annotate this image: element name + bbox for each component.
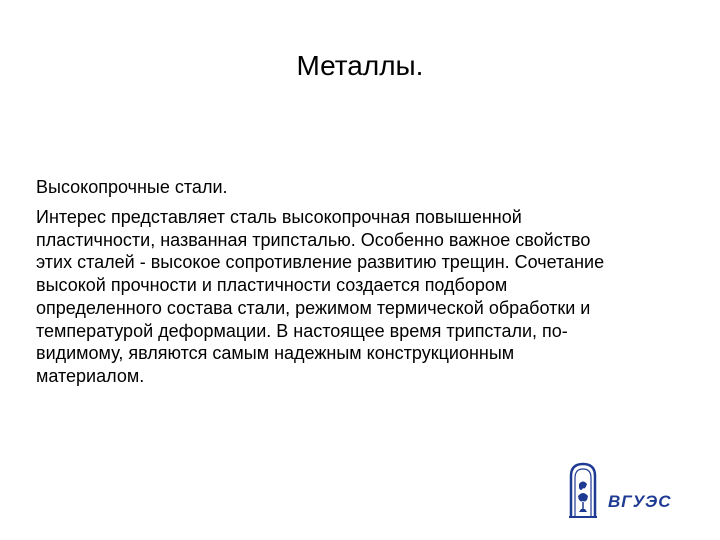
body-line: температурой деформации. В настоящее время трипстали, по- bbox=[36, 320, 568, 341]
body-line: высокой прочности и пластичности создается подбором bbox=[36, 275, 508, 296]
slide-body bbox=[36, 206, 686, 388]
body-line: пластичности, названная трипсталью. Особенно важное свойство bbox=[36, 229, 591, 250]
university-emblem-icon bbox=[568, 462, 598, 518]
body-line: определенного состава стали, режимом термической обработки и bbox=[36, 297, 591, 318]
university-logo bbox=[564, 462, 674, 520]
slide-title: Металлы. bbox=[296, 50, 424, 81]
body-line: Интерес представляет сталь высокопрочная повышенной bbox=[36, 207, 522, 227]
body-line: видимому, являются самым надежным конструкционным bbox=[36, 343, 515, 364]
body-line: этих сталей - высокое сопротивление развитию трещин. Сочетание bbox=[36, 252, 605, 273]
body-line: материалом. bbox=[36, 365, 145, 386]
logo-text: ВГУЭС bbox=[608, 492, 672, 511]
slide-subtitle: Высокопрочные стали. bbox=[36, 177, 228, 197]
